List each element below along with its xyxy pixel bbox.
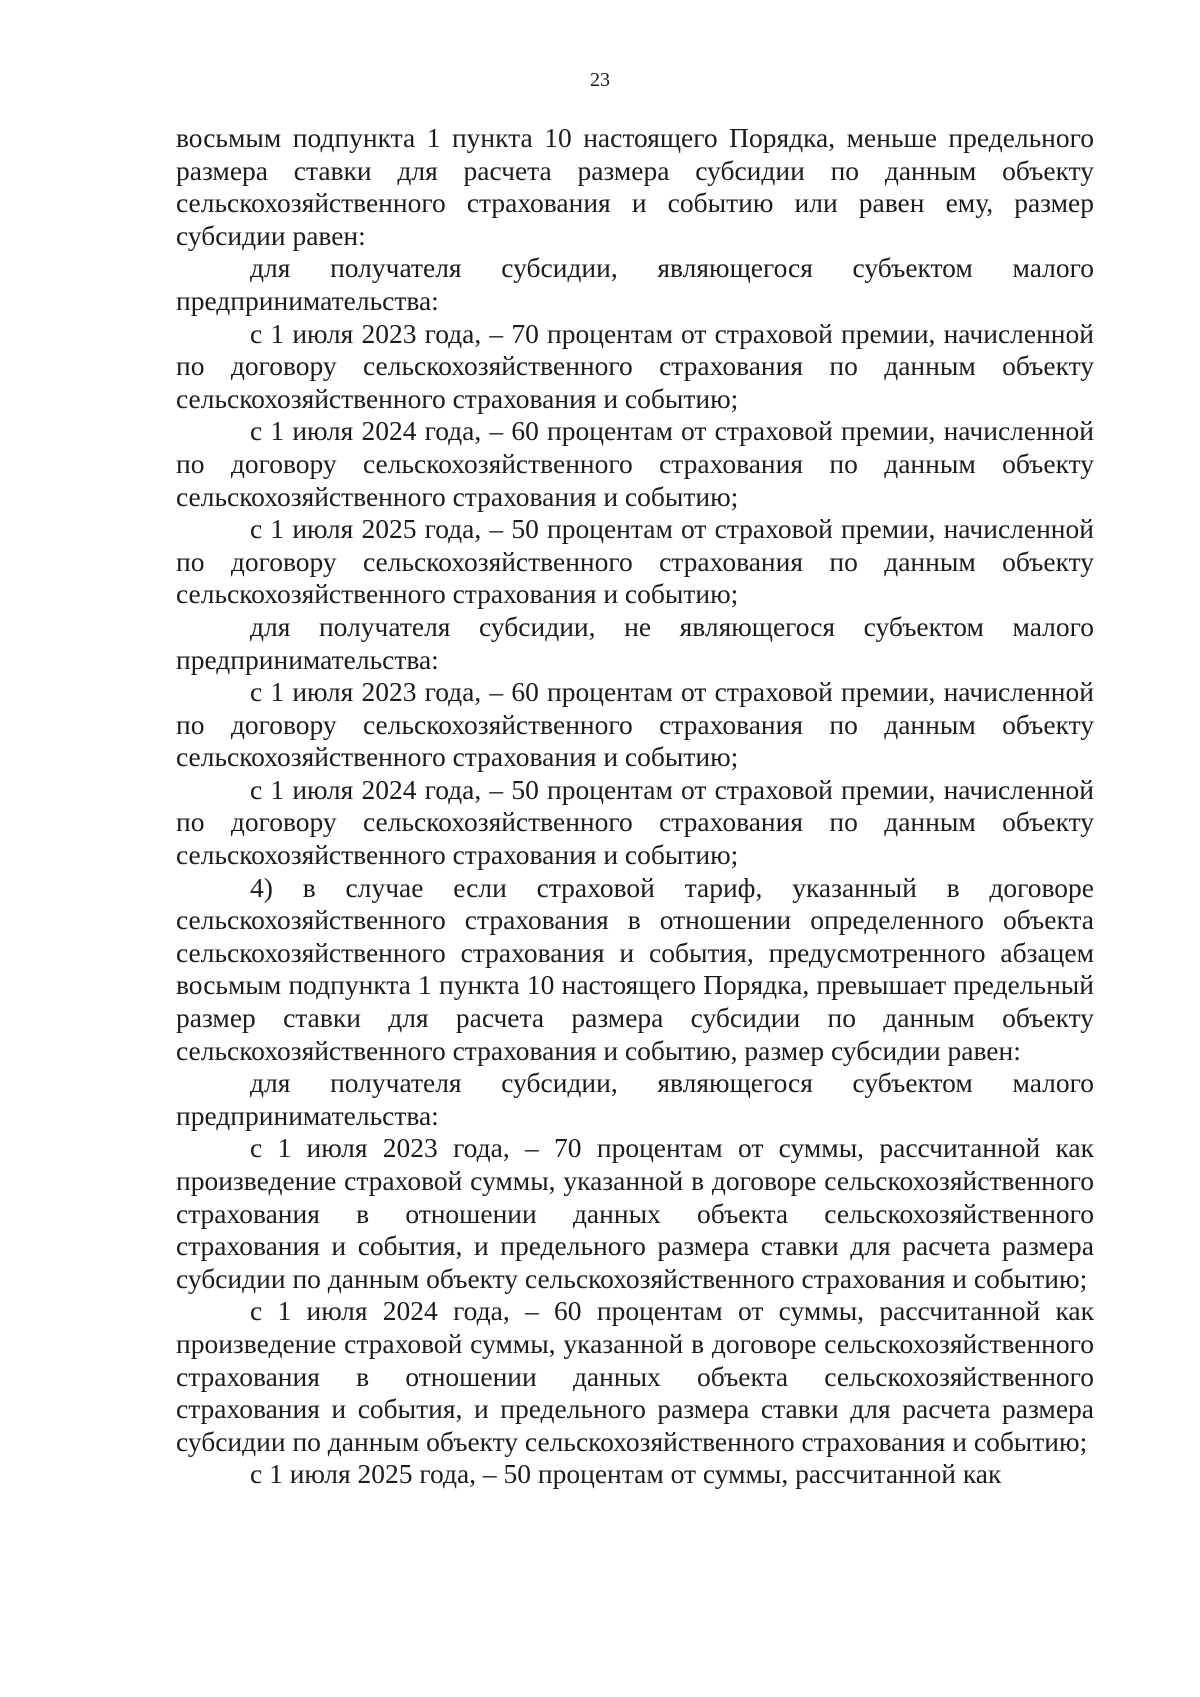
paragraph-9: 4) в случае если страховой тариф, указанный в договоре сельскохозяйственного страхования в отношении определенного объекта сельскохозяйственного страхования и события, предусмотренного абзацем восьмым подпункта 1 пункта 10 настоящего Порядка, превышает предельный размер ставки для расчета размера субсидии по данным объекту сельскохозяйственного страхования и событию, размер субсидии равен: [176,871,1094,1066]
paragraph-8: с 1 июля 2024 года, – 50 процентам от страховой премии, начисленной по договору сельскохозяйственного страхования по данным объекту сельскохозяйственного страхования и событию; [176,773,1094,871]
paragraph-12: с 1 июля 2024 года, – 60 процентам от суммы, рассчитанной как произведение страховой суммы, указанной в договоре сельскохозяйственного страхования в отношении данных объекта сельскохозяйственного страхования и события, и предельного размера ставки для расчета размера субсидии по данным объекту сельскохозяйственного страхования и событию; [176,1295,1094,1457]
document-body [176,122,1094,1491]
paragraph-10: для получателя субсидии, являющегося субъектом малого предпринимательства: [176,1067,1094,1131]
paragraph-6: для получателя субсидии, не являющегося субъектом малого предпринимательства: [176,610,1094,675]
paragraph-11: с 1 июля 2023 года, – 70 процентам от суммы, рассчитанной как произведение страховой суммы, указанной в договоре сельскохозяйственного страхования в отношении данных объекта сельскохозяйственного страхования и события, и предельного размера ставки для расчета размера субсидии по данным объекту сельскохозяйственного страхования и событию; [176,1132,1094,1294]
paragraph-7: с 1 июля 2023 года, – 60 процентам от страховой премии, начисленной по договору сельскохозяйственного страхования по данным объекту сельскохозяйственного страхования и событию; [176,676,1094,773]
paragraph-3: с 1 июля 2023 года, – 70 процентам от страховой премии, начисленной по договору сельскохозяйственного страхования по данным объекту сельскохозяйственного страхования и событию; [176,317,1094,414]
page-number: 23 [590,69,610,91]
paragraph-2: для получателя субсидии, являющегося субъектом малого предпринимательства: [176,252,1094,316]
paragraph-1: восьмым подпункта 1 пункта 10 настоящего Порядка, меньше предельного размера ставки для расчета размера субсидии по данным объекту сельскохозяйственного страхования и событию или равен ему, размер субсидии равен: [176,122,1094,251]
paragraph-13: с 1 июля 2025 года, – 50 процентам от суммы, рассчитанной как [250,1458,1002,1490]
paragraph-5: с 1 июля 2025 года, – 50 процентам от страховой премии, начисленной по договору сельскохозяйственного страхования по данным объекту сельскохозяйственного страхования и событию; [176,513,1094,610]
paragraph-4: с 1 июля 2024 года, – 60 процентам от страховой премии, начисленной по договору сельскохозяйственного страхования по данным объекту сельскохозяйственного страхования и событию; [176,415,1094,512]
